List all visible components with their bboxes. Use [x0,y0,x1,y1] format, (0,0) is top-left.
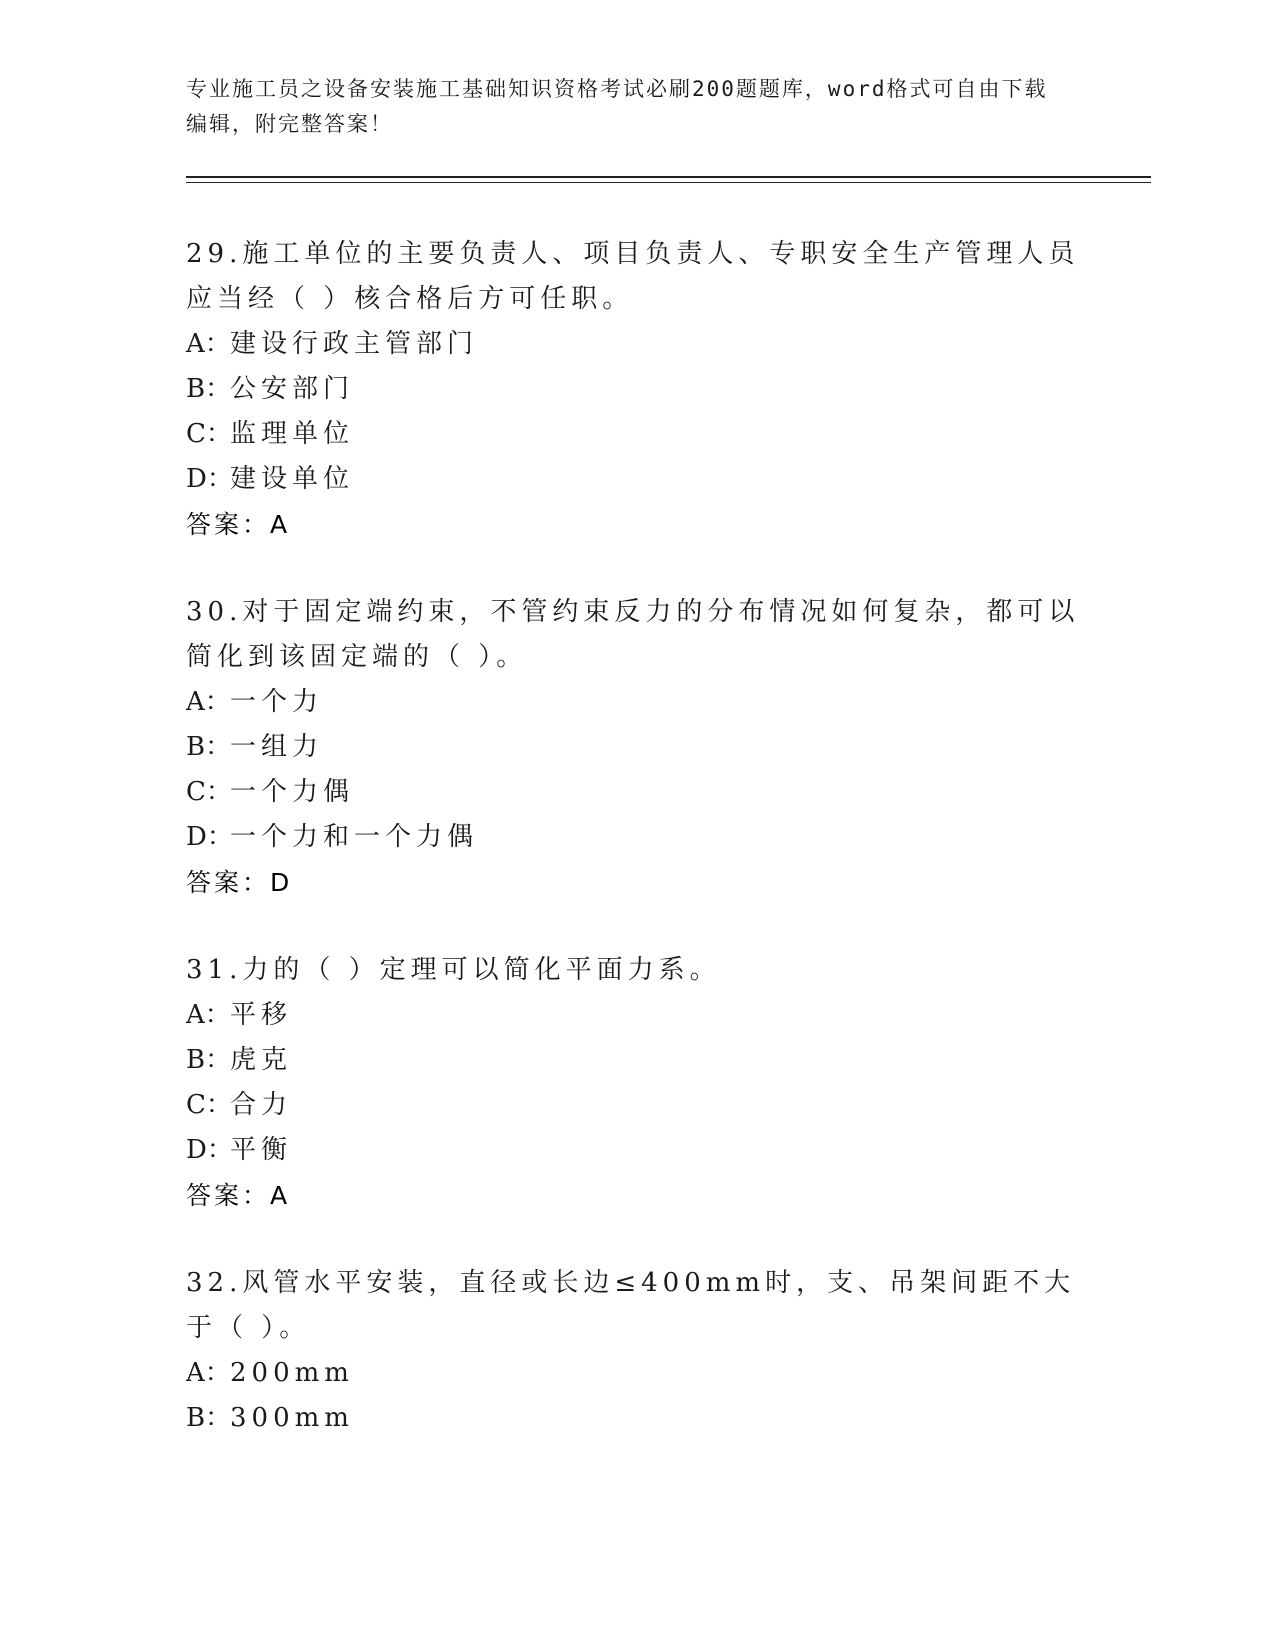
option-c [186,412,1086,457]
option-c [186,1083,1086,1128]
option-d [186,1128,1086,1173]
question-number: 30. [186,597,243,627]
option-text: 建设单位 [230,464,355,494]
option-letter: D： [186,1135,233,1165]
option-a [186,322,1086,367]
answer-value: A [270,510,291,539]
option-text: 200mm [230,1358,354,1388]
option-d [186,815,1086,860]
option-text: 一组力 [230,732,324,762]
option-text: 合力 [230,1090,293,1120]
option-letter: C： [186,419,232,449]
question-text [186,232,1086,322]
option-c [186,770,1086,815]
option-text: 公安部门 [230,374,355,404]
option-text: 建设行政主管部门 [230,329,479,359]
question-number: 31. [186,955,243,985]
option-letter: A： [186,1358,231,1388]
answer-line [186,860,1086,905]
option-letter: D： [186,464,233,494]
option-letter: B： [186,374,232,404]
answer-label: 答案： [186,868,271,897]
question-body: 对于固定端约束，不管约束反力的分布情况如何复杂，都可以简化到该固定端的（ ）。 [186,597,1080,672]
option-text: 一个力 [230,687,324,717]
option-letter: D： [186,822,233,852]
question-32 [186,1261,1086,1441]
option-text: 平衡 [230,1135,293,1165]
option-letter: A： [186,329,231,359]
question-body: 风管水平安装，直径或长边≤400mm时，支、吊架间距不大于（ ）。 [186,1268,1076,1343]
question-text [186,590,1086,680]
option-a [186,680,1086,725]
option-a [186,1351,1086,1396]
option-text: 平移 [230,1000,293,1030]
option-text: 一个力和一个力偶 [230,822,479,852]
option-letter: A： [186,1000,231,1030]
question-text [186,1261,1086,1351]
option-text: 300mm [230,1403,354,1433]
option-letter: A： [186,687,231,717]
option-d [186,457,1086,502]
answer-label: 答案： [186,510,271,539]
option-letter: C： [186,1090,232,1120]
option-b [186,1038,1086,1083]
option-b [186,725,1086,770]
answer-line [186,502,1086,547]
answer-value: D [270,868,293,897]
option-b [186,367,1086,412]
question-body: 施工单位的主要负责人、项目负责人、专职安全生产管理人员应当经（ ）核合格后方可任职。 [186,239,1080,314]
question-body: 力的（ ）定理可以简化平面力系。 [242,955,721,985]
question-31 [186,948,1086,1218]
option-text: 监理单位 [230,419,355,449]
answer-value: A [270,1181,291,1210]
option-letter: B： [186,732,232,762]
option-a [186,993,1086,1038]
option-letter: C： [186,777,232,807]
question-number: 32. [186,1268,243,1298]
header-divider-thin [186,182,1151,183]
question-30 [186,590,1086,905]
answer-label: 答案： [186,1181,271,1210]
question-text [186,948,1086,993]
question-list [186,232,1086,1484]
option-letter: B： [186,1403,232,1433]
document-header: 专业施工员之设备安装施工基础知识资格考试必刷200题题库，word格式可自由下载编辑，附完整答案！ [186,77,1048,136]
header-divider-thick [186,176,1151,178]
option-text: 虎克 [230,1045,293,1075]
option-text: 一个力偶 [230,777,355,807]
answer-line [186,1173,1086,1218]
option-b [186,1396,1086,1441]
option-letter: B： [186,1045,232,1075]
question-29 [186,232,1086,547]
question-number: 29. [186,239,243,269]
